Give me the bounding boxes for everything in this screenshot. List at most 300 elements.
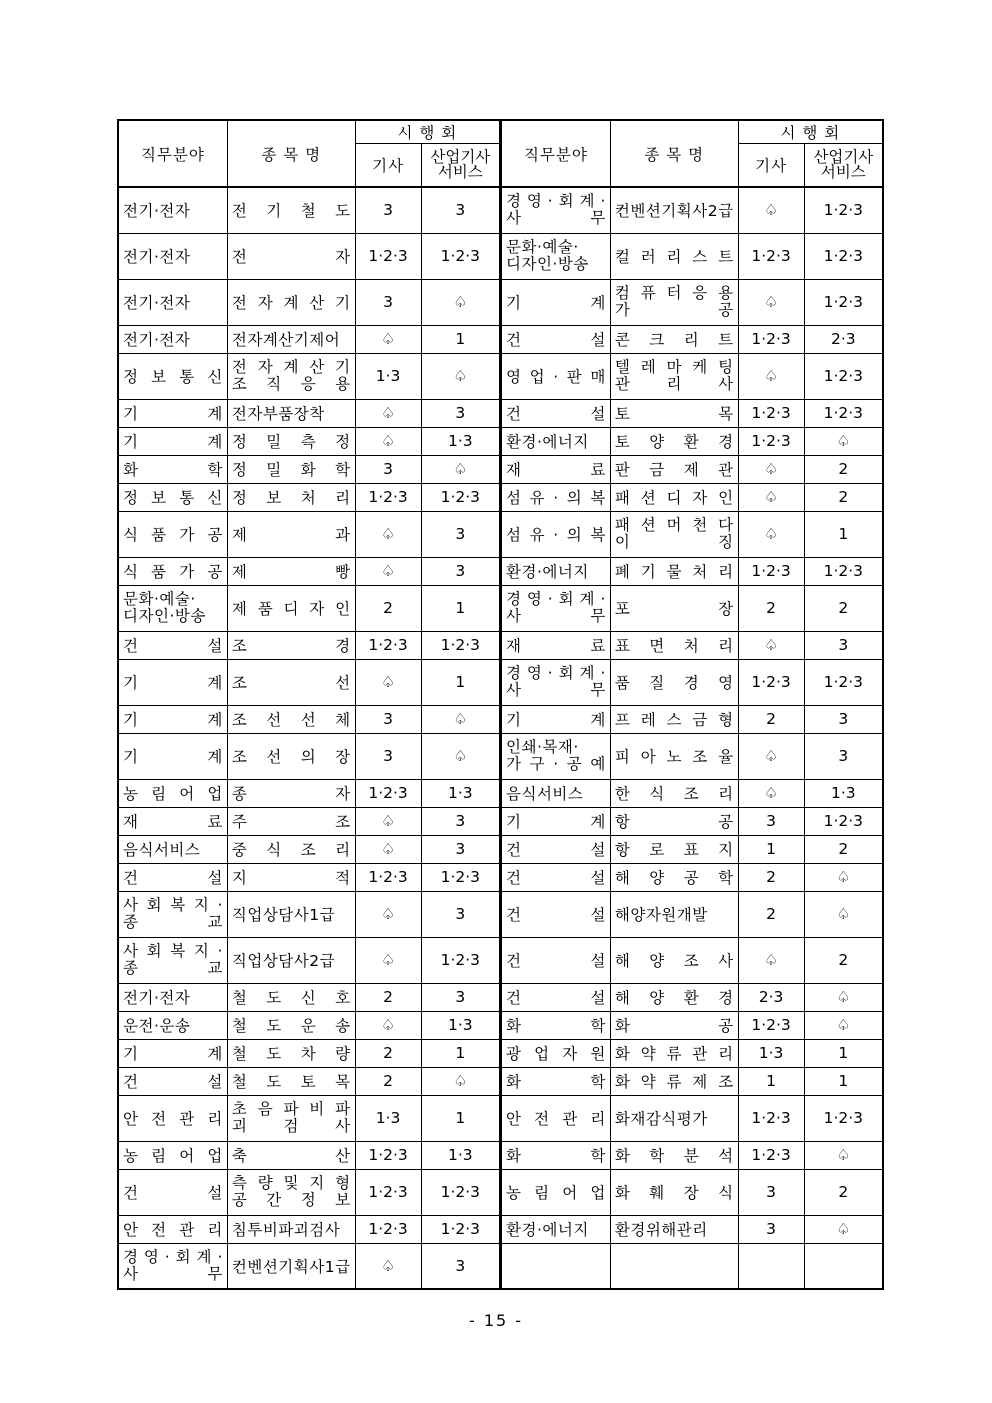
item-name-cell: 전자부품장착 [227,399,355,427]
field-cell: 식 품 가 공 [118,557,227,585]
header-item: 종 목 명 [227,120,355,187]
industrial-rounds-cell: 2 [804,1169,883,1215]
header-field: 직무분야 [118,120,227,187]
industrial-rounds-cell: 1 [421,1095,500,1141]
table-row [118,1095,500,1141]
table-row [501,779,883,807]
table-row [501,983,883,1011]
engineer-rounds-cell: ♤ [355,937,421,983]
engineer-rounds-cell: ♤ [738,279,804,325]
header-engineer: 기사 [738,144,804,188]
industrial-rounds-cell: 1 [421,659,500,705]
field-cell: 정 보 통 신 [118,483,227,511]
engineer-rounds-cell: 3 [738,1215,804,1243]
field-cell: 건 설 [501,835,610,863]
field-cell: 건 설 [501,983,610,1011]
industrial-rounds-cell: 2 [804,483,883,511]
table-row [501,325,883,353]
item-name-cell: 측 량 및 지 형 공 간 정 보 [227,1169,355,1215]
item-name-cell: 조 선 [227,659,355,705]
table-row [501,187,883,233]
engineer-rounds-cell: 1·2·3 [738,1095,804,1141]
industrial-rounds-cell: 1·2·3 [421,1169,500,1215]
table-row [118,891,500,937]
item-name-cell: 해 양 환 경 [610,983,738,1011]
engineer-rounds-cell: 1·3 [355,1095,421,1141]
table-row [501,1011,883,1039]
engineer-rounds-cell: ♤ [738,455,804,483]
item-name-cell: 종 자 [227,779,355,807]
engineer-rounds-cell: ♤ [355,325,421,353]
industrial-rounds-cell: 3 [421,557,500,585]
field-cell: 섬 유 · 의 복 [501,511,610,557]
industrial-rounds-cell: ♤ [804,983,883,1011]
item-name-cell: 환경위해관리 [610,1215,738,1243]
engineer-rounds-cell: 1·2·3 [738,1011,804,1039]
table-row [118,325,500,353]
table-row [118,353,500,399]
field-cell: 문화·예술· 디자인·방송 [501,233,610,279]
engineer-rounds-cell: 1·2·3 [355,1215,421,1243]
table-row [118,937,500,983]
engineer-rounds-cell: 2 [355,983,421,1011]
field-cell: 안 전 관 리 [501,1095,610,1141]
item-name-cell: 표 면 처 리 [610,631,738,659]
field-cell: 광 업 자 원 [501,1039,610,1067]
table-row [118,779,500,807]
industrial-rounds-cell: 3 [421,835,500,863]
industrial-rounds-cell: ♤ [804,863,883,891]
page-number: - 15 - [468,1311,524,1330]
item-name-cell: 정 보 처 리 [227,483,355,511]
item-name-cell: 해양자원개발 [610,891,738,937]
item-name-cell: 포 장 [610,585,738,631]
item-name-cell: 직업상담사1급 [227,891,355,937]
industrial-rounds-cell: 1·2·3 [804,187,883,233]
industrial-rounds-cell: 3 [421,1243,500,1289]
item-name-cell: 해 양 조 사 [610,937,738,983]
table-row [501,937,883,983]
engineer-rounds-cell: 1·2·3 [355,779,421,807]
table-row [501,863,883,891]
field-cell: 문화·예술· 디자인·방송 [118,585,227,631]
table-row [501,807,883,835]
table-row [118,585,500,631]
field-cell: 기 계 [118,399,227,427]
industrial-rounds-cell [804,1243,883,1289]
item-name-cell: 토 목 [610,399,738,427]
header-industrial: 산업기사 서비스 [421,144,500,188]
industrial-rounds-cell: ♤ [804,891,883,937]
right-table [500,119,884,1290]
industrial-rounds-cell: 3 [804,705,883,733]
engineer-rounds-cell: 2 [738,705,804,733]
table-row [501,1067,883,1095]
item-name-cell: 콘 크 리 트 [610,325,738,353]
table-row [118,983,500,1011]
table-row [118,1039,500,1067]
item-name-cell: 제 빵 [227,557,355,585]
item-name-cell: 철 도 토 목 [227,1067,355,1095]
field-cell: 농 림 어 업 [118,1141,227,1169]
engineer-rounds-cell: 3 [355,279,421,325]
engineer-rounds-cell: ♤ [355,1011,421,1039]
table-row [118,631,500,659]
field-cell: 건 설 [118,1169,227,1215]
industrial-rounds-cell: ♤ [804,1215,883,1243]
item-name-cell: 철 도 신 호 [227,983,355,1011]
item-name-cell: 텔 레 마 케 팅 관 리 사 [610,353,738,399]
table-row [501,891,883,937]
field-cell: 전기·전자 [118,187,227,233]
field-cell: 전기·전자 [118,279,227,325]
field-cell: 음식서비스 [501,779,610,807]
engineer-rounds-cell: 1·2·3 [738,557,804,585]
engineer-rounds-cell: 1·2·3 [355,1169,421,1215]
industrial-rounds-cell: 1·2·3 [804,279,883,325]
table-row [118,455,500,483]
engineer-rounds-cell: 3 [355,187,421,233]
field-cell: 기 계 [118,659,227,705]
field-cell: 안 전 관 리 [118,1215,227,1243]
item-name-cell: 해 양 공 학 [610,863,738,891]
item-name-cell: 폐 기 물 처 리 [610,557,738,585]
industrial-rounds-cell: 1 [804,1067,883,1095]
engineer-rounds-cell: ♤ [355,511,421,557]
field-cell: 건 설 [501,399,610,427]
field-cell: 식 품 가 공 [118,511,227,557]
engineer-rounds-cell: 3 [355,705,421,733]
engineer-rounds-cell: 1·3 [738,1039,804,1067]
header-exam: 시 행 회 [355,120,500,144]
item-name-cell: 정 밀 화 학 [227,455,355,483]
table-row [118,1169,500,1215]
field-cell: 인쇄·목재· 가 구 · 공 예 [501,733,610,779]
field-cell: 화 학 [501,1141,610,1169]
industrial-rounds-cell: 3 [421,807,500,835]
industrial-rounds-cell: 1·2·3 [421,863,500,891]
field-cell: 화 학 [118,455,227,483]
field-cell: 섬 유 · 의 복 [501,483,610,511]
engineer-rounds-cell: 3 [355,455,421,483]
field-cell: 전기·전자 [118,325,227,353]
engineer-rounds-cell: 1·2·3 [738,659,804,705]
table-row [501,427,883,455]
field-cell: 전기·전자 [118,983,227,1011]
engineer-rounds-cell: 1·2·3 [738,325,804,353]
field-cell: 건 설 [118,631,227,659]
table-row [501,399,883,427]
engineer-rounds-cell: 1·2·3 [738,1141,804,1169]
table-row [118,1067,500,1095]
field-cell: 기 계 [501,279,610,325]
engineer-rounds-cell: 1·2·3 [738,399,804,427]
engineer-rounds-cell: 1·3 [355,353,421,399]
engineer-rounds-cell: ♤ [355,891,421,937]
industrial-rounds-cell: ♤ [421,705,500,733]
field-cell: 건 설 [501,937,610,983]
table-row [501,353,883,399]
industrial-rounds-cell: 2 [804,835,883,863]
table-row [501,835,883,863]
item-name-cell: 패 션 머 천 다 이 징 [610,511,738,557]
engineer-rounds-cell: 3 [738,807,804,835]
engineer-rounds-cell: 1 [738,1067,804,1095]
field-cell: 건 설 [501,891,610,937]
industrial-rounds-cell: 1 [421,585,500,631]
table-row [118,187,500,233]
table-row [118,483,500,511]
item-name-cell: 한 식 조 리 [610,779,738,807]
item-name-cell: 화 공 [610,1011,738,1039]
industrial-rounds-cell: 1·2·3 [421,483,500,511]
engineer-rounds-cell: 2 [355,1039,421,1067]
item-name-cell: 컨벤션기획사2급 [610,187,738,233]
industrial-rounds-cell: 1·2·3 [804,659,883,705]
industrial-rounds-cell: 1·2·3 [804,233,883,279]
field-cell: 경 영 · 회 계 · 사 무 [118,1243,227,1289]
item-name-cell: 프 레 스 금 형 [610,705,738,733]
industrial-rounds-cell: 1 [421,1039,500,1067]
right-table-body [501,187,883,1289]
item-name-cell: 조 경 [227,631,355,659]
item-name-cell: 화 학 분 석 [610,1141,738,1169]
industrial-rounds-cell: 1·3 [421,779,500,807]
engineer-rounds-cell: ♤ [355,427,421,455]
table-row [118,511,500,557]
engineer-rounds-cell: ♤ [738,483,804,511]
table-row [118,733,500,779]
engineer-rounds-cell: 2·3 [738,983,804,1011]
engineer-rounds-cell: ♤ [355,835,421,863]
engineer-rounds-cell: ♤ [355,1243,421,1289]
industrial-rounds-cell: ♤ [421,279,500,325]
table-row [501,705,883,733]
field-cell: 건 설 [118,1067,227,1095]
table-row [118,1141,500,1169]
field-cell: 환경·에너지 [501,1215,610,1243]
table-row [118,557,500,585]
table-row [501,1095,883,1141]
industrial-rounds-cell: 2·3 [804,325,883,353]
item-name-cell: 조 선 선 체 [227,705,355,733]
field-cell: 농 림 어 업 [118,779,227,807]
item-name-cell: 화재감식평가 [610,1095,738,1141]
field-cell: 경 영 · 회 계 · 사 무 [501,585,610,631]
field-cell: 경 영 · 회 계 · 사 무 [501,187,610,233]
item-name-cell: 정 밀 측 정 [227,427,355,455]
table-row [118,835,500,863]
field-cell: 음식서비스 [118,835,227,863]
engineer-rounds-cell [738,1243,804,1289]
item-name-cell: 화 훼 장 식 [610,1169,738,1215]
table-row [501,279,883,325]
engineer-rounds-cell: 2 [738,863,804,891]
industrial-rounds-cell: 3 [804,733,883,779]
table-row [118,279,500,325]
engineer-rounds-cell: 2 [738,891,804,937]
table-row [501,733,883,779]
table-row [118,659,500,705]
table-row [501,233,883,279]
item-name-cell: 지 적 [227,863,355,891]
industrial-rounds-cell: 3 [421,983,500,1011]
item-name-cell: 피 아 노 조 율 [610,733,738,779]
header-field: 직무분야 [501,120,610,187]
engineer-rounds-cell: 1·2·3 [738,427,804,455]
engineer-rounds-cell: 1·2·3 [355,233,421,279]
industrial-rounds-cell: 1·3 [421,1011,500,1039]
industrial-rounds-cell: 2 [804,455,883,483]
engineer-rounds-cell: ♤ [355,659,421,705]
field-cell: 건 설 [501,325,610,353]
item-name-cell: 초 음 파 비 파 괴 검 사 [227,1095,355,1141]
field-cell: 경 영 · 회 계 · 사 무 [501,659,610,705]
item-name-cell: 패 션 디 자 인 [610,483,738,511]
table-row [501,1039,883,1067]
engineer-rounds-cell: 3 [355,733,421,779]
field-cell: 환경·에너지 [501,427,610,455]
item-name-cell: 화 약 류 제 조 [610,1067,738,1095]
industrial-rounds-cell: 2 [804,585,883,631]
field-cell: 전기·전자 [118,233,227,279]
field-cell: 기 계 [118,705,227,733]
industrial-rounds-cell: 1·2·3 [421,631,500,659]
table-row [501,1215,883,1243]
header-engineer: 기사 [355,144,421,188]
item-name-cell: 토 양 환 경 [610,427,738,455]
item-name-cell: 주 조 [227,807,355,835]
industrial-rounds-cell: 3 [421,511,500,557]
engineer-rounds-cell: ♤ [738,733,804,779]
field-cell: 농 림 어 업 [501,1169,610,1215]
item-name-cell: 컨벤션기획사1급 [227,1243,355,1289]
engineer-rounds-cell: ♤ [738,937,804,983]
industrial-rounds-cell: 1·3 [421,427,500,455]
engineer-rounds-cell: 1·2·3 [355,1141,421,1169]
item-name-cell: 철 도 차 량 [227,1039,355,1067]
industrial-rounds-cell: 1·2·3 [804,807,883,835]
item-name-cell: 품 질 경 영 [610,659,738,705]
left-table-body [118,187,500,1289]
item-name-cell: 중 식 조 리 [227,835,355,863]
field-cell: 화 학 [501,1011,610,1039]
industrial-rounds-cell: ♤ [804,1011,883,1039]
industrial-rounds-cell: 3 [804,631,883,659]
table-row [118,863,500,891]
table-row [118,233,500,279]
engineer-rounds-cell: 2 [738,585,804,631]
item-name-cell: 전 기 철 도 [227,187,355,233]
left-table [117,119,501,1290]
industrial-rounds-cell: 1·2·3 [421,233,500,279]
item-name-cell: 항 공 [610,807,738,835]
industrial-rounds-cell: 1·2·3 [421,937,500,983]
item-name-cell: 축 산 [227,1141,355,1169]
field-cell: 사 회 복 지 · 종 교 [118,937,227,983]
table-row [118,1215,500,1243]
item-name-cell: 컬 러 리 스 트 [610,233,738,279]
field-cell: 기 계 [118,1039,227,1067]
item-name-cell: 전자계산기제어 [227,325,355,353]
industrial-rounds-cell: 1·2·3 [804,353,883,399]
field-cell: 재 료 [118,807,227,835]
table-row [501,557,883,585]
table-row [118,705,500,733]
field-cell: 환경·에너지 [501,557,610,585]
item-name-cell: 전 자 계 산 기 조 직 응 용 [227,353,355,399]
field-cell: 안 전 관 리 [118,1095,227,1141]
engineer-rounds-cell: ♤ [738,631,804,659]
item-name-cell: 항 로 표 지 [610,835,738,863]
industrial-rounds-cell: 1·2·3 [804,1095,883,1141]
industrial-rounds-cell: ♤ [421,733,500,779]
engineer-rounds-cell: 1 [738,835,804,863]
header-item: 종 목 명 [610,120,738,187]
engineer-rounds-cell: ♤ [738,187,804,233]
table-row [501,631,883,659]
industrial-rounds-cell: 1·2·3 [804,557,883,585]
table-row [118,1243,500,1289]
industrial-rounds-cell: 3 [421,891,500,937]
industrial-rounds-cell: ♤ [421,455,500,483]
industrial-rounds-cell: 1·2·3 [804,399,883,427]
field-cell: 기 계 [501,807,610,835]
industrial-rounds-cell: ♤ [421,353,500,399]
item-name-cell: 컴 퓨 터 응 용 가 공 [610,279,738,325]
table-row [118,1011,500,1039]
engineer-rounds-cell: 2 [355,585,421,631]
table-row [118,807,500,835]
field-cell: 정 보 통 신 [118,353,227,399]
table-row [501,585,883,631]
item-name-cell: 조 선 의 장 [227,733,355,779]
table-row [501,511,883,557]
engineer-rounds-cell: ♤ [738,353,804,399]
industrial-rounds-cell: 1 [804,511,883,557]
engineer-rounds-cell: 1·2·3 [355,483,421,511]
field-cell: 화 학 [501,1067,610,1095]
industrial-rounds-cell: 1 [804,1039,883,1067]
item-name-cell: 침투비파괴검사 [227,1215,355,1243]
item-name-cell: 화 약 류 관 리 [610,1039,738,1067]
industrial-rounds-cell: 2 [804,937,883,983]
engineer-rounds-cell: 3 [738,1169,804,1215]
table-row [501,1243,883,1289]
engineer-rounds-cell: 1·2·3 [355,631,421,659]
field-cell: 사 회 복 지 · 종 교 [118,891,227,937]
industrial-rounds-cell: ♤ [804,427,883,455]
table-row [501,659,883,705]
field-cell: 영 업 · 판 매 [501,353,610,399]
header-exam: 시 행 회 [738,120,883,144]
engineer-rounds-cell: ♤ [738,779,804,807]
header-industrial: 산업기사 서비스 [804,144,883,188]
item-name-cell: 전 자 계 산 기 [227,279,355,325]
industrial-rounds-cell: 1·3 [421,1141,500,1169]
item-name-cell: 제 품 디 자 인 [227,585,355,631]
field-cell: 운전·운송 [118,1011,227,1039]
item-name-cell: 판 금 제 관 [610,455,738,483]
field-cell: 기 계 [118,733,227,779]
engineer-rounds-cell: 1·2·3 [738,233,804,279]
field-cell: 기 계 [501,705,610,733]
item-name-cell: 철 도 운 송 [227,1011,355,1039]
field-cell: 재 료 [501,455,610,483]
field-cell: 기 계 [118,427,227,455]
table-row [501,483,883,511]
engineer-rounds-cell: ♤ [738,511,804,557]
